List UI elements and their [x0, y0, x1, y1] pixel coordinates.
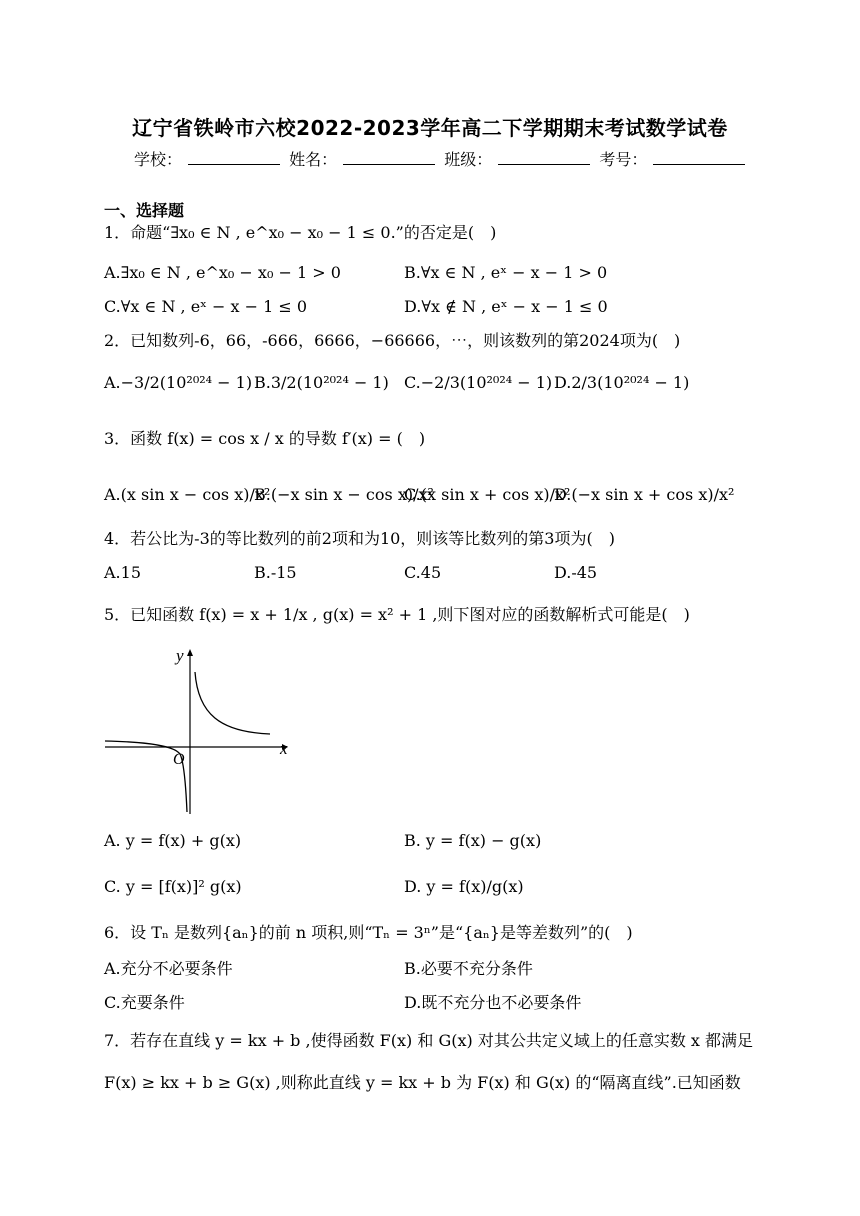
class-blank[interactable] [498, 150, 590, 165]
question-1-option-d: D.∀x ∉ N , eˣ − x − 1 ≤ 0 [404, 297, 608, 316]
question-4-option-a: A.15 [104, 563, 141, 582]
question-3-option-a: A.(x sin x − cos x)/x² [104, 485, 271, 504]
question-4-option-d: D.-45 [554, 563, 598, 582]
exam-number-blank[interactable] [653, 150, 745, 165]
question-2-option-b: B.3/2(10²⁰²⁴ − 1) [254, 373, 389, 392]
question-5-option-a: A. y = f(x) + g(x) [104, 831, 242, 850]
y-axis-label: y [176, 646, 184, 665]
student-info-row [134, 147, 749, 170]
question-1-option-a: A.∃x₀ ∈ N , e^x₀ − x₀ − 1 > 0 [104, 263, 341, 282]
exam-number-label: 考号： [599, 150, 648, 169]
question-1-option-b: B.∀x ∈ N , eˣ − x − 1 > 0 [404, 263, 608, 282]
school-blank[interactable] [188, 150, 280, 165]
question-1-stem: 1．命题“∃x₀ ∈ N , e^x₀ − x₀ − 1 ≤ 0.”的否定是( ) [104, 223, 497, 242]
question-5-stem: 5．已知函数 f(x) = x + 1/x , g(x) = x² + 1 ,则下图对应的函数解析式可能是( ) [104, 605, 690, 624]
question-1-option-c: C.∀x ∈ N , eˣ − x − 1 ≤ 0 [104, 297, 308, 316]
question-6-option-c: C.充要条件 [104, 993, 185, 1012]
question-2-option-d: D.2/3(10²⁰²⁴ − 1) [554, 373, 690, 392]
question-4-option-c: C.45 [404, 563, 442, 582]
name-blank[interactable] [343, 150, 435, 165]
curve-right-branch [195, 672, 270, 734]
question-6-option-b: B.必要不充分条件 [404, 959, 533, 978]
question-2-option-c: C.−2/3(10²⁰²⁴ − 1) [404, 373, 553, 392]
y-axis-arrow [187, 649, 193, 656]
section-title: 一、选择题 [104, 201, 185, 220]
question-3-option-b: B.(−x sin x − cos x)/x² [254, 485, 434, 504]
function-graph [100, 644, 300, 816]
question-6-option-a: A.充分不必要条件 [104, 959, 233, 978]
school-label: 学校： [134, 150, 183, 169]
question-3-stem: 3．函数 f(x) = cos x / x 的导数 f′(x) = ( ) [104, 429, 426, 448]
name-label: 姓名： [289, 150, 338, 169]
question-2-stem: 2．已知数列-6，66，-666，6666，−66666，⋯，则该数列的第2024项为( ) [104, 331, 681, 350]
question-4-option-b: B.-15 [254, 563, 297, 582]
question-5-option-b: B. y = f(x) − g(x) [404, 831, 542, 850]
question-3-option-c: C.(x sin x + cos x)/x² [404, 485, 571, 504]
question-5-option-d: D. y = f(x)/g(x) [404, 877, 524, 896]
exam-title: 辽宁省铁岭市六校2022-2023学年高二下学期期末考试数学试卷 [132, 116, 728, 140]
question-4-stem: 4．若公比为-3的等比数列的前2项和为10，则该等比数列的第3项为( ) [104, 529, 615, 548]
question-6-option-d: D.既不充分也不必要条件 [404, 993, 582, 1012]
question-7-stem-line-2: F(x) ≥ kx + b ≥ G(x) ,则称此直线 y = kx + b 为 F(x) 和 G(x) 的“隔离直线”.已知函数 [104, 1073, 741, 1092]
question-6-stem: 6．设 Tₙ 是数列{aₙ}的前 n 项积,则“Tₙ = 3ⁿ”是“{aₙ}是等差数列”的( ) [104, 923, 633, 942]
x-axis-label: x [280, 739, 288, 758]
question-5-option-c: C. y = [f(x)]² g(x) [104, 877, 242, 896]
question-7-stem-line-1: 7．若存在直线 y = kx + b ,使得函数 F(x) 和 G(x) 对其公共定义域上的任意实数 x 都满足 [104, 1031, 754, 1050]
question-3-option-d: D.(−x sin x + cos x)/x² [554, 485, 735, 504]
question-2-option-a: A.−3/2(10²⁰²⁴ − 1) [104, 373, 253, 392]
class-label: 班级： [444, 150, 493, 169]
origin-label: O [173, 751, 185, 768]
